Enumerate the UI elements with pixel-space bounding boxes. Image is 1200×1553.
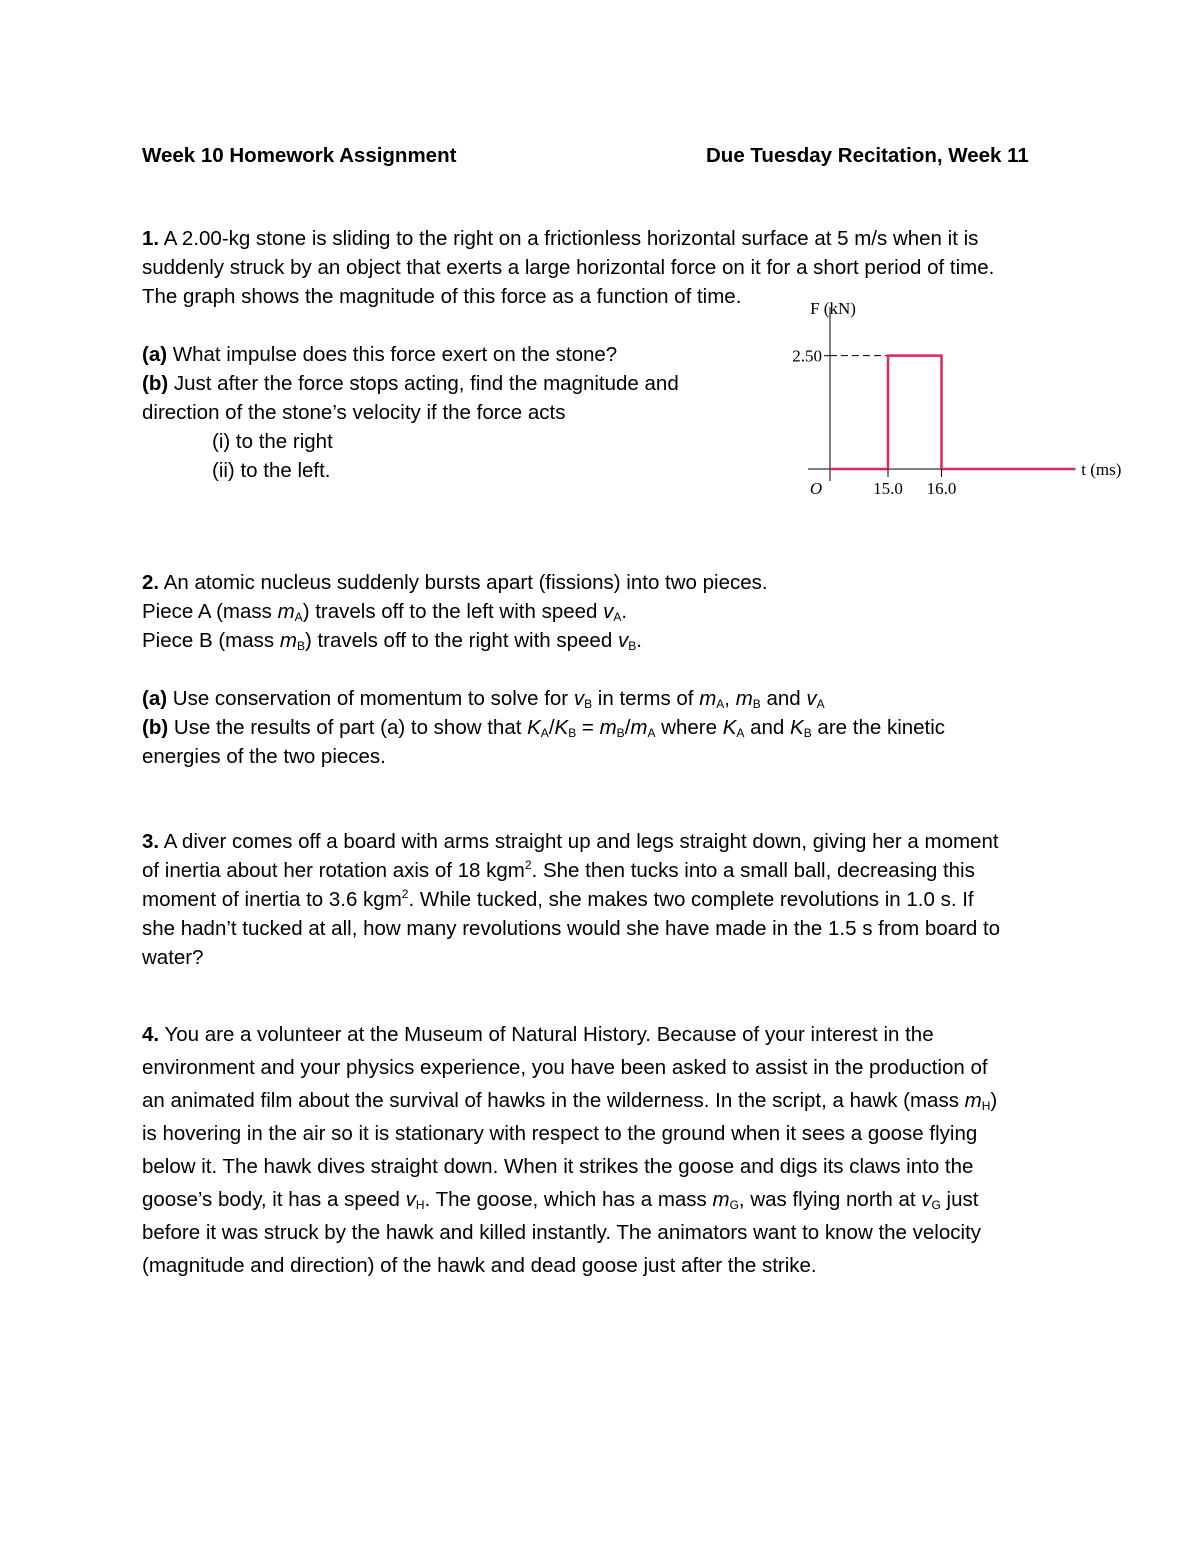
q3-line3: moment of inertia to 3.6 kgm$^2$. While tucked, she makes two complete revolutions in 1.0 s. If <box>142 887 974 911</box>
y-axis-label: F (kN) <box>810 299 856 318</box>
q1-part-b-ii: (ii) to the left. <box>212 459 331 482</box>
q1-part-b: (b) Just after the force stops acting, find the magnitude and <box>142 372 679 395</box>
q2-piece-b: Piece B (mass $m_B$) travels off to the right with speed $v_B$. <box>142 629 642 653</box>
q4-line1: 4. You are a volunteer at the Museum of Natural History. Because of your interest in the <box>142 1023 934 1046</box>
q1-part-b-i: (i) to the right <box>212 430 333 453</box>
q2-piece-a: Piece A (mass $m_A$) travels off to the left with speed $v_A$. <box>142 600 628 624</box>
q1-line1: 1. A 2.00-kg stone is sliding to the right on a frictionless horizontal surface at 5 m/s when it is <box>142 227 979 250</box>
q4-number: 4. <box>142 1023 160 1046</box>
q1-line3: The graph shows the magnitude of this force as a function of time. <box>142 285 742 308</box>
y-tick-label: 2.50 <box>792 346 822 366</box>
q2-part-b: (b) Use the results of part (a) to show that $K_A/K_B = m_B/m_A$ where $K_A$ and $K_B$ are the kinetic <box>142 716 946 740</box>
q4-line3: an animated film about the survival of hawks in the wilderness. In the script, a hawk (mass $m_H$) <box>142 1089 998 1113</box>
q1-number: 1. <box>142 227 160 250</box>
origin-label: O <box>809 479 823 498</box>
q2-number: 2. <box>142 571 160 594</box>
assignment-title: Week 10 Homework Assignment <box>142 144 457 167</box>
q4-line7: before it was struck by the hawk and killed instantly. The animators want to know the velocity <box>142 1221 982 1244</box>
force-time-graph <box>780 292 1122 507</box>
q2-line1: 2. An atomic nucleus suddenly bursts apart (fissions) into two pieces. <box>142 571 768 594</box>
question-4 <box>142 1018 997 1282</box>
q1-part-a: (a) What impulse does this force exert on the stone? <box>142 343 618 366</box>
due-date: Due Tuesday Recitation, Week 11 <box>706 144 1029 167</box>
q3-line5: water? <box>142 946 204 969</box>
question-2 <box>142 568 945 771</box>
q2-part-a: (a) Use conservation of momentum to solve for $v_B$ in terms of $m_A$, $m_B$ and $v_A$ <box>142 687 825 711</box>
x-axis-label: t (ms) <box>1081 460 1122 479</box>
q1-line2: suddenly struck by an object that exerts a large horizontal force on it for a short period of time. <box>142 256 995 279</box>
q4-line2: environment and your physics experience, you have been asked to assist in the production of <box>142 1056 988 1079</box>
q3-line4: she hadn’t tucked at all, how many revolutions would she have made in the 1.5 s from board to <box>142 917 1001 940</box>
q4-line4: is hovering in the air so it is stationary with respect to the ground when it sees a goose flying <box>142 1122 978 1145</box>
x-tick-label: 16.0 <box>926 479 957 498</box>
q4-line5: below it. The hawk dives straight down. When it strikes the goose and digs its claws into the <box>142 1155 974 1178</box>
q4-line6: goose’s body, it has a speed $v_H$. The goose, which has a mass $m_G$, was flying north at $v_G$ just <box>142 1188 979 1212</box>
question-3 <box>142 827 1000 972</box>
q2-part-b-cont: energies of the two pieces. <box>142 745 386 768</box>
q3-number: 3. <box>142 830 160 853</box>
q1-part-b-cont: direction of the stone’s velocity if the force acts <box>142 401 566 424</box>
q3-line2: of inertia about her rotation axis of 18 kgm$^2$. She then tucks into a small ball, decreasing this <box>142 858 975 882</box>
force-pulse-series <box>830 356 1075 469</box>
q3-line1: 3. A diver comes off a board with arms straight up and legs straight down, giving her a moment <box>142 830 999 853</box>
x-tick-label: 15.0 <box>873 479 903 498</box>
q4-line8: (magnitude and direction) of the hawk and dead goose just after the strike. <box>142 1254 817 1277</box>
